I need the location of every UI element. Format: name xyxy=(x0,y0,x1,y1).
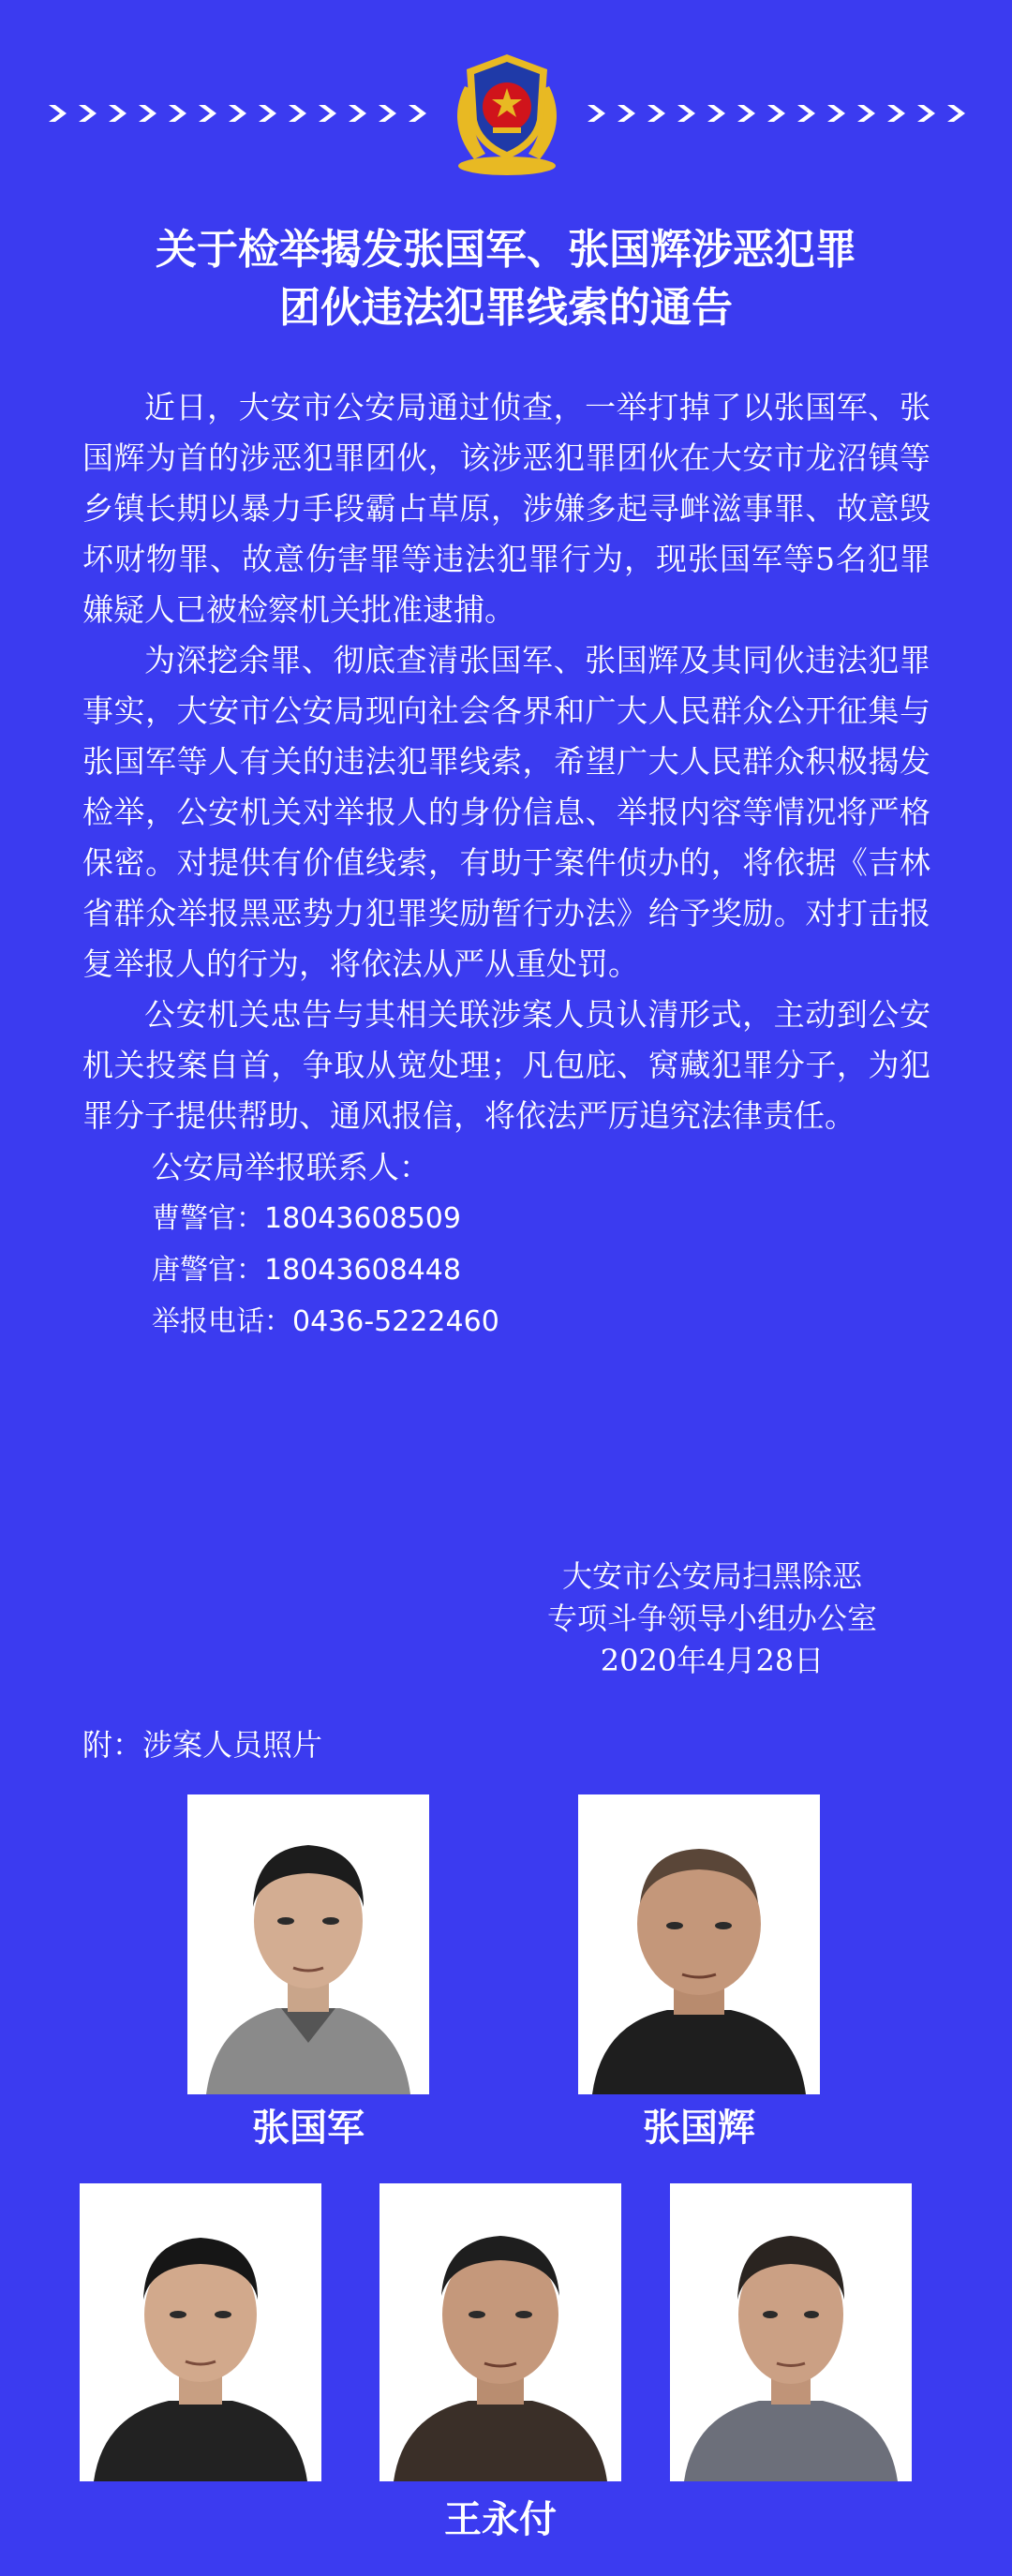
contacts-heading: 公安局举报联系人： xyxy=(152,1149,430,1185)
contact-officer-1: 曹警官：18043608509 xyxy=(152,1202,461,1235)
notice-body xyxy=(82,382,930,1348)
paragraph-1: 近日，大安市公安局通过侦查，一举打掉了以张国军、张国辉为首的涉恶犯罪团伙，该涉恶犯罪团伙在大安市龙沼镇等乡镇长期以暴力手段霸占草原，涉嫌多起寻衅滋事罪、故意毁坏财物罪、故意伤害罪等违法犯罪行为，现张国军等5名犯罪嫌疑人已被检察机关批准逮捕。 xyxy=(82,389,930,628)
chevron-right-icon xyxy=(377,103,401,124)
contact-officer-2: 唐警官：18043608448 xyxy=(152,1254,461,1287)
chevron-right-icon xyxy=(347,103,371,124)
chevron-right-icon xyxy=(167,103,191,124)
chevron-right-icon xyxy=(915,103,940,124)
chevron-right-icon xyxy=(107,103,131,124)
chevron-right-icon xyxy=(407,103,431,124)
chevron-right-icon xyxy=(796,103,820,124)
chevron-right-icon xyxy=(47,103,71,124)
chevron-right-icon xyxy=(287,103,311,124)
chevron-right-icon xyxy=(706,103,730,124)
chevron-right-icon xyxy=(646,103,670,124)
suspect-name-2: 张国辉 xyxy=(643,2107,755,2150)
chevron-right-icon xyxy=(227,103,251,124)
paragraph-3: 公安机关忠告与其相关联涉案人员认清形式，主动到公安机关投案自首，争取从宽处理；凡包庇、窝藏犯罪分子，为犯罪分子提供帮助、通风报信，将依法严厉追究法律责任。 xyxy=(82,996,930,1134)
suspect-photo-4 xyxy=(380,2183,621,2481)
suspect-photo-2 xyxy=(578,1794,820,2094)
signature-line-2: 专项斗争领导小组办公室 xyxy=(546,1601,877,1636)
signature-line-1: 大安市公安局扫黑除恶 xyxy=(561,1558,862,1594)
police-emblem-icon xyxy=(437,49,577,180)
signature-block xyxy=(469,1556,956,1682)
suspect-name-4: 王永付 xyxy=(444,2498,557,2541)
chevron-row-left xyxy=(47,103,431,124)
chevron-right-icon xyxy=(856,103,880,124)
chevron-right-icon xyxy=(676,103,700,124)
suspect-photo-5 xyxy=(670,2183,912,2481)
title-line-1: 关于检举揭发张国军、张国辉涉恶犯罪 xyxy=(156,226,856,274)
paragraph-2: 为深挖余罪、彻底查清张国军、张国辉及其同伙违法犯罪事实，大安市公安局现向社会各界和广大人民群众公开征集与张国军等人有关的违法犯罪线索，希望广大人民群众积极揭发检举，公安机关对举报人的身份信息、举报内容等情况将严格保密。对提供有价值线索，有助于案件侦办的，将依据《吉林省群众举报黑恶势力犯罪奖励暂行办法》给予奖励。对打击报复举报人的行为，将依法从严从重处罚。 xyxy=(82,642,930,982)
contact-hotline: 举报电话：0436-5222460 xyxy=(152,1305,499,1338)
chevron-right-icon xyxy=(736,103,760,124)
title-line-2: 团伙违法犯罪线索的通告 xyxy=(279,284,733,332)
suspect-photo-1 xyxy=(187,1794,429,2094)
chevron-right-icon xyxy=(257,103,281,124)
chevron-row-right xyxy=(586,103,970,124)
chevron-right-icon xyxy=(77,103,101,124)
suspect-name-1: 张国军 xyxy=(252,2107,365,2150)
chevron-right-icon xyxy=(137,103,161,124)
signature-date: 2020年4月28日 xyxy=(600,1643,825,1678)
chevron-right-icon xyxy=(197,103,221,124)
chevron-right-icon xyxy=(766,103,790,124)
chevron-right-icon xyxy=(586,103,610,124)
chevron-right-icon xyxy=(317,103,341,124)
suspect-photo-3 xyxy=(80,2183,321,2481)
chevron-right-icon xyxy=(616,103,640,124)
attachment-label: 附：涉案人员照片 xyxy=(82,1727,323,1763)
chevron-right-icon xyxy=(886,103,910,124)
notice-title xyxy=(0,221,1012,337)
chevron-right-icon xyxy=(826,103,850,124)
chevron-right-icon xyxy=(945,103,970,124)
